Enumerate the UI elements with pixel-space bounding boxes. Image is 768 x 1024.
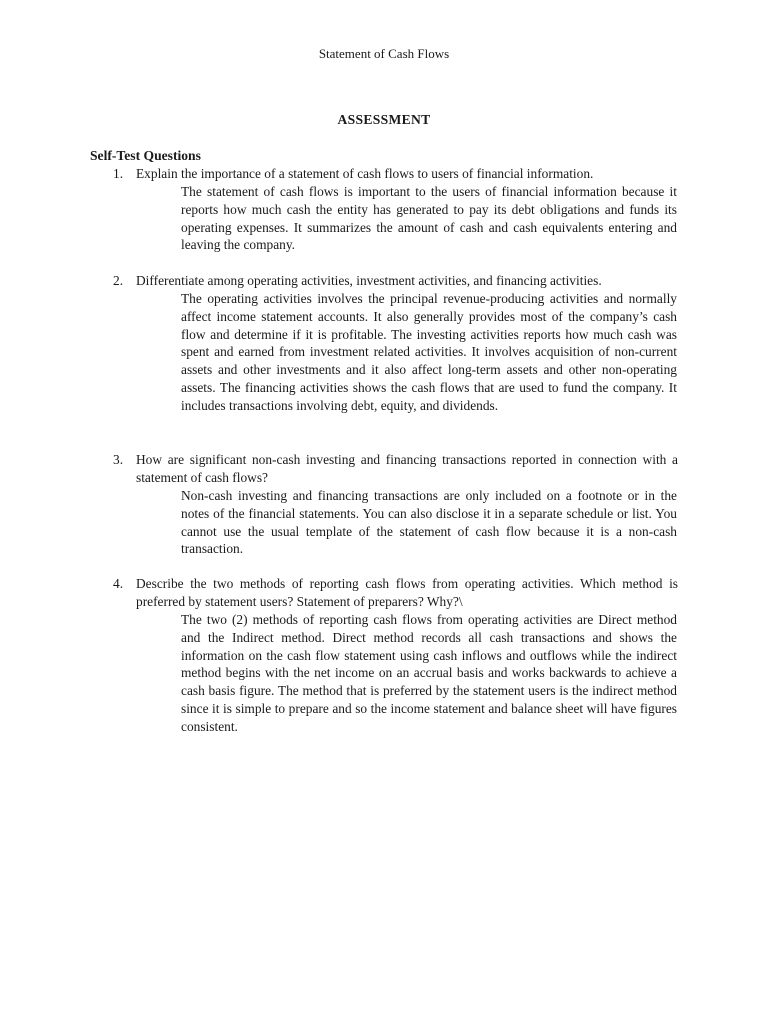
question-number: 4. xyxy=(113,576,124,591)
running-header: Statement of Cash Flows xyxy=(318,46,450,61)
answer-text: Non-cash investing and financing transactions are only included on a footnote or in the notes of the financial statements. You can also disclose it in a separate schedule or list. You cannot use the usual template of the statement of cash flow because it is a non-cash transaction. xyxy=(181,488,677,557)
section-heading: Self-Test Questions xyxy=(90,148,201,163)
answer-text: The operating activities involves the principal revenue-producing activities and normally affect income statement accounts. It also generally provides most of the company’s cash flow and determine if it is profitable. The investing activities reports how much cash was spent and earned from investment related activities. It involves acquisition of non-current assets and other investments and it also affect long-term assets and other non-operating assets. The financing activities shows the cash flows that are used to fund the company. It includes transactions involving debt, equity, and dividends. xyxy=(181,291,677,413)
question-text: Explain the importance of a statement of cash flows to users of financial information. xyxy=(136,166,594,181)
answer-text: The two (2) methods of reporting cash flows from operating activities are Direct method and the Indirect method. Direct method records all cash transactions and shows the information on the cash flow statement using cash inflows and outflows while the indirect method begins with the net income on an accrual basis and works backwards to achieve a cash basis figure. The method that is preferred by the statement users is the indirect method since it is simple to prepare and so the income statement and balance sheet will have figures consistent. xyxy=(181,612,677,734)
answer-text: The statement of cash flows is important to the users of financial information because it reports how much cash the entity has generated to pay its debt obligations and funds its operating expenses. It summarizes the amount of cash and cash equivalents entering and leaving the company. xyxy=(181,184,677,253)
question-number: 1. xyxy=(113,166,124,181)
question-text: Describe the two methods of reporting cash flows from operating activities. Which method is preferred by statement users? Statement of preparers? Why?\ xyxy=(136,576,678,609)
document-title: ASSESSMENT xyxy=(337,112,431,127)
question-text: How are significant non-cash investing and financing transactions reported in connection with a statement of cash flows? xyxy=(136,452,678,485)
question-number: 2. xyxy=(113,273,124,288)
question-text: Differentiate among operating activities, investment activities, and financing activities. xyxy=(136,273,602,288)
question-number: 3. xyxy=(113,452,124,467)
